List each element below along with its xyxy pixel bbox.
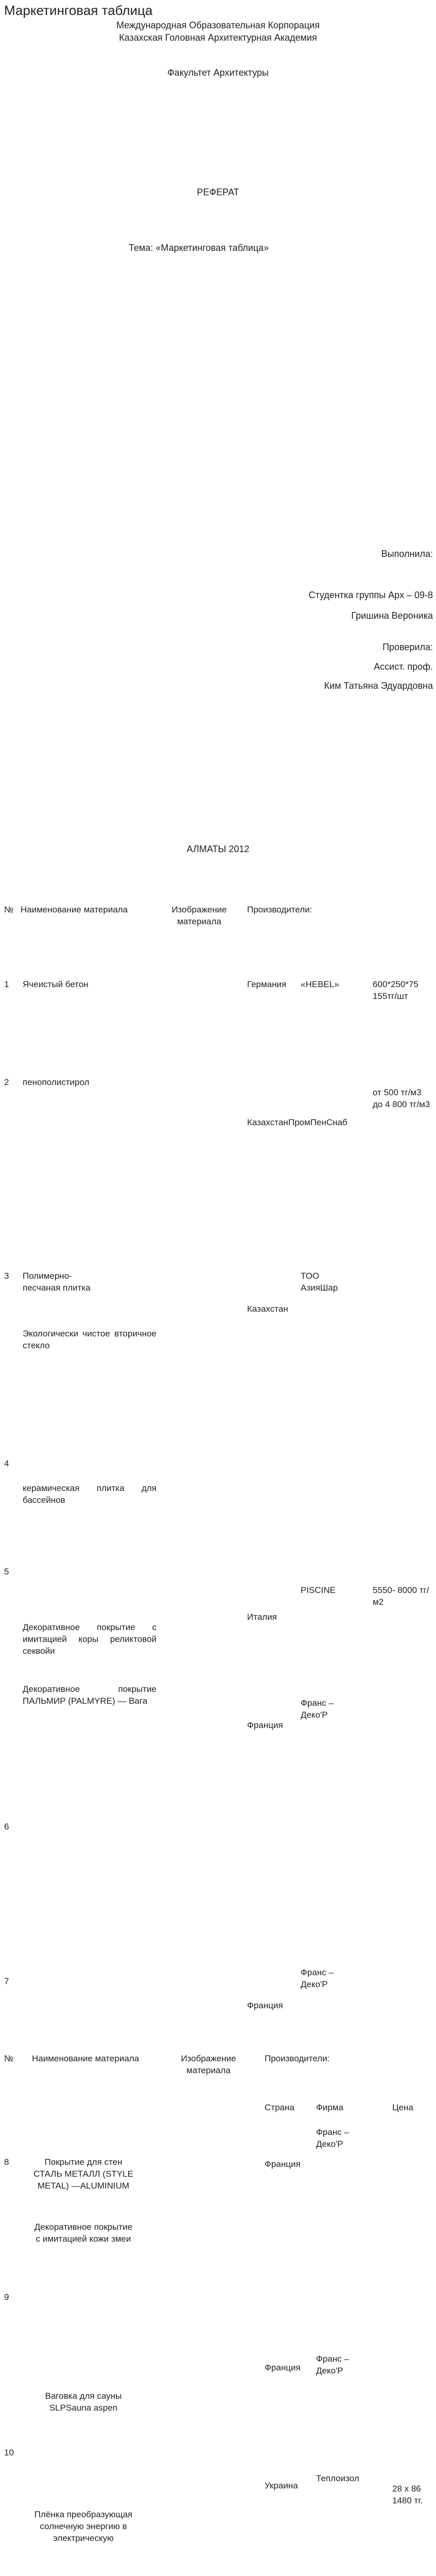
header-image: Изображение материала — [171, 905, 227, 926]
row-7-num: 7 — [4, 1976, 9, 1986]
row-7-firm: Франс – Деко'Р — [301, 1968, 334, 1989]
header-num-2: № — [4, 2054, 14, 2063]
row-1-firm: «HEBEL» — [301, 979, 339, 989]
row-5-country: Италия — [247, 1612, 277, 1622]
row-9-num: 9 — [4, 2292, 9, 2302]
row-10-price: 28 х 86 1480 тг. — [392, 2484, 423, 2505]
student-line: Студентка группы Арх – 09-8 — [308, 590, 433, 600]
header-num: № — [4, 905, 14, 914]
row-2-num: 2 — [4, 1077, 9, 1087]
row-9-name: Декоративное покрытие с имитацией кожи змеи — [34, 2222, 133, 2244]
checker-name: Ким Татьяна Эдуардовна — [324, 681, 433, 691]
topic-line: Тема: «Маркетинговая таблица» — [129, 243, 269, 253]
org-line-1: Международная Образовательная Корпорация — [116, 20, 320, 30]
header-price-2: Цена — [392, 2103, 413, 2112]
row-8-firm: Франс – Деко'Р — [316, 2127, 349, 2149]
row-1-name: Ячеистый бетон — [23, 979, 89, 989]
row-2-price: от 500 тг/м3 до 4 800 тг/м3 — [373, 1088, 430, 1109]
row-5-firm: PISCINE — [301, 1585, 336, 1595]
row-2-name: пенополистирол — [23, 1077, 90, 1087]
row-10-name: Ваговка для сауны SLPSauna aspen — [45, 2391, 122, 2413]
org-line-2: Казахская Головная Архитектурная Академия — [119, 32, 317, 43]
done-label: Выполнила: — [381, 549, 433, 559]
row-8-country: Франция — [265, 2159, 301, 2169]
row-3-name: Полимерно-песчаная плитка — [23, 1271, 91, 1293]
row-3-firm: ТОО АзияШар — [301, 1271, 338, 1293]
row-6-firm: Франс – Деко'Р — [301, 1698, 334, 1720]
header-producers-2: Производители: — [265, 2054, 330, 2063]
row-9-firm: Франс – Деко'Р — [316, 2354, 349, 2376]
row-6-name: Декоративное покрытие с имитацией коры реликтовой секвойи — [23, 1622, 156, 1656]
faculty-line: Факультет Архитектуры — [167, 67, 269, 78]
header-firm-2: Фирма — [316, 2103, 344, 2112]
row-1-num: 1 — [4, 979, 9, 989]
row-7-name: Декоративное покрытие ПАЛЬМИР (PALMYRE) — Вага — [23, 1684, 156, 1706]
row-10-num: 10 — [4, 2448, 14, 2458]
row-8-num: 8 — [4, 2157, 9, 2167]
row-6-num: 6 — [4, 1822, 9, 1832]
row-6-country: Франция — [247, 1720, 283, 1730]
header-country-2: Страна — [265, 2103, 294, 2112]
row-5-price: 5550- 8000 тг/м2 — [373, 1585, 429, 1607]
city-year: АЛМАТЫ 2012 — [186, 844, 250, 854]
row-1-price: 600*250*75 155тг/шт — [373, 979, 418, 1001]
header-name: Наименование материала — [21, 905, 128, 914]
page-title: Маркетинговая таблица — [4, 3, 153, 18]
row-9-country: Франция — [265, 2363, 301, 2372]
row-8-name: Покрытие для стен СТАЛЬ МЕТАЛЛ (STYLE METAL) —ALUMINIUM — [33, 2157, 133, 2191]
student-name: Гришина Вероника — [351, 611, 433, 621]
header-image-2: Изображение материала — [181, 2054, 236, 2075]
row-5-name: керамическая плитка для бассейнов — [23, 1483, 156, 1505]
row-7-country: Франция — [247, 2001, 283, 2010]
row-4-name: Экологически чистое вторичное стекло — [23, 1329, 156, 1350]
row-3-num: 3 — [4, 1271, 9, 1281]
row-1-country: Германия — [247, 979, 287, 989]
row-11-name: Плёнка преобразующая солнечную энергию в электрическую — [34, 2510, 133, 2543]
row-5-num: 5 — [4, 1567, 9, 1577]
doc-type: РЕФЕРАТ — [197, 187, 239, 197]
checker-title: Ассист. проф. — [374, 662, 433, 672]
checked-label: Проверила: — [382, 642, 433, 652]
header-producers: Производители: — [247, 905, 312, 914]
row-10-firm: Теплоизол — [316, 2473, 359, 2483]
header-name-2: Наименование материала — [32, 2054, 139, 2063]
row-2-firm: ПромПенСнаб — [288, 1117, 347, 1127]
row-4-num: 4 — [4, 1459, 9, 1468]
row-3-country: Казахстан — [247, 1304, 288, 1314]
row-2-country: Казахстан — [247, 1117, 288, 1127]
row-10-country: Украина — [265, 2481, 298, 2490]
